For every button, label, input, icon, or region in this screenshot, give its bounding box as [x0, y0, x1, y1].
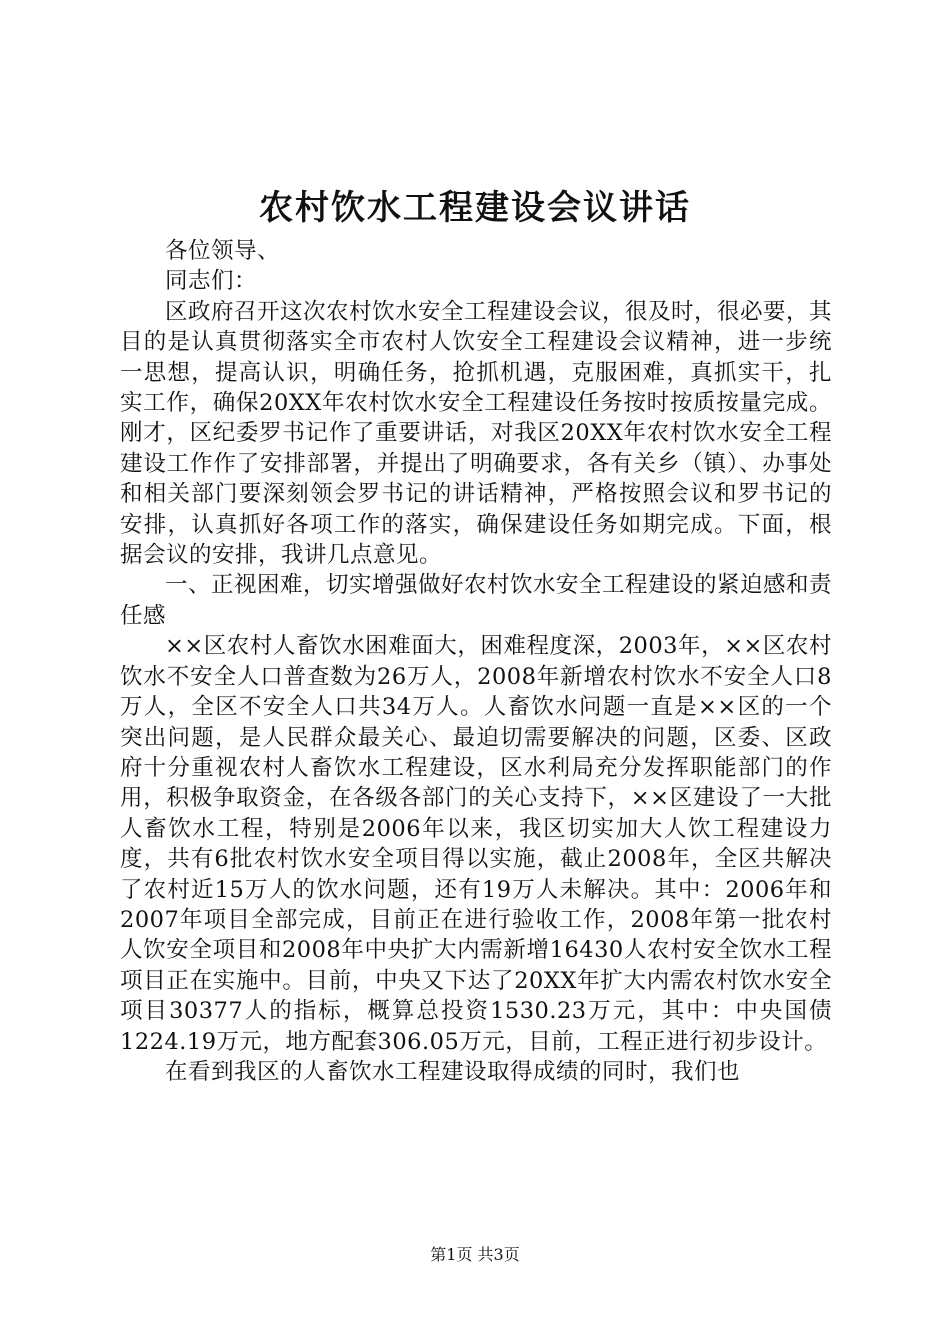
salutation-comrades: 同志们： — [165, 268, 258, 295]
page-number-footer: 第1页 共3页 — [430, 1245, 520, 1264]
body-paragraph: ××区农村人畜饮水困难面大，困难程度深，2003年，××区农村饮水不安全人口普查数为26万人，2008年新增农村饮水不安全人口8万人，全区不安全人口共34万人。人畜饮水问题一直是××区的一个突出问题，是人民群众最关心、最迫切需要解决的问题，区委、区政府十分重视农村人畜饮水工程建设，区水利局充分发挥职能部门的作用，积极争取资金，在各级各部门的关心支持下，××区建设了一大批人畜饮水工程，特别是2006年以来，我区切实加大人饮工程建设力度，共有6批农村饮水安全项目得以实施，截止2008年，全区共解决了农村近15万人的饮水问题，还有19万人未解决。其中：2006年和2007年项目全部完成，目前正在进行验收工作，2008年第一批农村人饮安全项目和2008年中央扩大内需新增16430人农村安全饮水工程项目正在实施中。目前，中央又下达了20XX年扩大内需农村饮水安全项目30377人的指标，概算总投资1530.23万元，其中：中央国债1224.19万元，地方配套306.05万元，目前，工程正进行初步设计。 — [120, 633, 832, 1055]
document-title: 农村饮水工程建设会议讲话 — [259, 188, 691, 228]
body-paragraph: 区政府召开这次农村饮水安全工程建设会议，很及时，很必要，其目的是认真贯彻落实全市农村人饮安全工程建设会议精神，进一步统一思想，提高认识，明确任务，抢抓机遇，克服困难，真抓实干，扎实工作，确保20XX年农村饮水安全工程建设任务按时按质按量完成。刚才，区纪委罗书记作了重要讲话，对我区20XX年农村饮水安全工程建设工作作了安排部署，并提出了明确要求，各有关乡（镇）、办事处和相关部门要深刻领会罗书记的讲话精神，严格按照会议和罗书记的安排，认真抓好各项工作的落实，确保建设任务如期完成。下面，根据会议的安排，我讲几点意见。 — [120, 298, 833, 569]
salutation-leaders: 各位领导、 — [165, 238, 281, 264]
section-heading: 一、正视困难，切实增强做好农村饮水安全工程建设的紧迫感和责任感 — [120, 572, 833, 629]
body-paragraph: 在看到我区的人畜饮水工程建设取得成绩的同时，我们也 — [165, 1058, 741, 1085]
document-body — [120, 236, 832, 1087]
